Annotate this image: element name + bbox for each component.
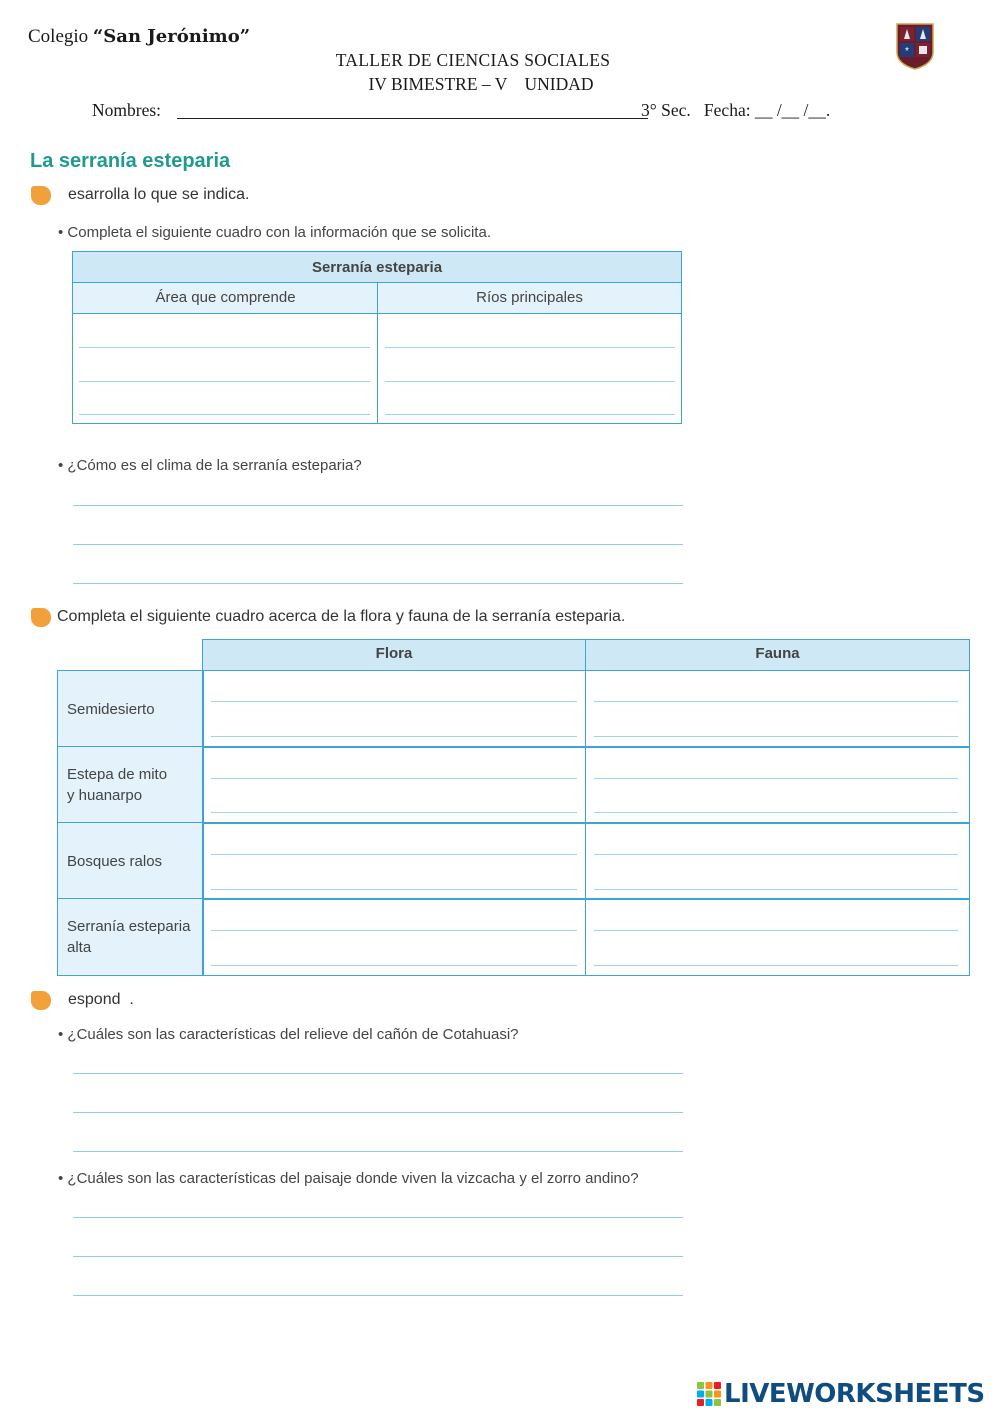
school-name: Colegio “San Jerónimo”	[28, 26, 251, 47]
cotahuasi-answer-line[interactable]	[73, 1112, 683, 1113]
row-label-bosques: Bosques ralos	[57, 822, 204, 900]
name-label: Nombres:	[92, 100, 162, 120]
clima-answer-line[interactable]	[73, 544, 683, 545]
fauna-answer-line[interactable]	[594, 812, 958, 813]
school-crest-icon	[895, 22, 935, 70]
clima-answer-line[interactable]	[73, 583, 683, 584]
serrania-table-title: Serranía esteparia	[73, 252, 681, 283]
activity-2-instruction: Completa el siguiente cuadro acerca de la flora y fauna de la serranía esteparia.	[57, 608, 626, 625]
flora-answer-line[interactable]	[211, 854, 577, 855]
flora-answer-line[interactable]	[211, 965, 577, 966]
flora-answer-line[interactable]	[211, 701, 577, 702]
fauna-answer-line[interactable]	[594, 930, 958, 931]
fauna-answer-line[interactable]	[594, 778, 958, 779]
row-label-semidesierto: Semidesierto	[57, 670, 204, 748]
cotahuasi-answer-line[interactable]	[73, 1073, 683, 1074]
fauna-answer-line[interactable]	[594, 701, 958, 702]
fauna-answer-line[interactable]	[594, 965, 958, 966]
liveworksheets-logo	[697, 1377, 985, 1411]
activity-1-bullet-2: • ¿Cómo es el clima de la serranía esteparia?	[58, 457, 362, 474]
serrania-table	[72, 251, 682, 424]
activity-3-marker-icon	[31, 991, 51, 1010]
clima-answer-line[interactable]	[73, 505, 683, 506]
grade-date-label: 3° Sec. Fecha: __ /__ /__.	[641, 100, 831, 120]
flora-answer-line[interactable]	[211, 736, 577, 737]
activity-1-marker-icon	[31, 186, 51, 205]
activity-3-bullet-1: • ¿Cuáles son las características del relieve del cañón de Cotahuasi?	[58, 1026, 519, 1043]
liveworksheets-logo-text: LIVEWORKSHEETS	[724, 1379, 985, 1409]
fauna-answer-line[interactable]	[594, 736, 958, 737]
rios-answer-line[interactable]	[385, 381, 675, 382]
rios-answer-line[interactable]	[385, 347, 675, 348]
worksheet-title: TALLER DE CIENCIAS SOCIALES	[335, 50, 611, 70]
liveworksheets-grid-icon	[697, 1382, 721, 1406]
activity-2-marker-icon	[31, 608, 51, 627]
paisaje-answer-line[interactable]	[73, 1295, 683, 1296]
col-fauna-header: Fauna	[585, 639, 970, 671]
flora-answer-line[interactable]	[211, 812, 577, 813]
section-title: La serranía esteparia	[30, 150, 231, 172]
flora-answer-line[interactable]	[211, 778, 577, 779]
rios-answer-line[interactable]	[385, 414, 675, 415]
flora-answer-line[interactable]	[211, 930, 577, 931]
activity-1-bullet-1: • Completa el siguiente cuadro con la información que se solicita.	[58, 224, 491, 241]
area-answer-line[interactable]	[79, 414, 370, 415]
row-label-estepa: Estepa de mito y huanarpo	[57, 746, 204, 824]
area-answer-line[interactable]	[79, 381, 370, 382]
name-input-line[interactable]	[177, 118, 648, 119]
col-area-header: Área que comprende	[73, 283, 378, 314]
fauna-answer-line[interactable]	[594, 889, 958, 890]
column-divider	[377, 283, 378, 423]
paisaje-answer-line[interactable]	[73, 1256, 683, 1257]
flora-fauna-table	[57, 639, 970, 976]
col-flora-header: Flora	[202, 639, 586, 671]
area-answer-line[interactable]	[79, 347, 370, 348]
paisaje-answer-line[interactable]	[73, 1217, 683, 1218]
svg-text:*: *	[905, 46, 909, 57]
row-label-serrania-alta: Serranía esteparia alta	[57, 898, 204, 976]
activity-3-bullet-2: • ¿Cuáles son las características del paisaje donde viven la vizcacha y el zorro andino?	[58, 1170, 639, 1187]
activity-1-instruction: esarrolla lo que se indica.	[68, 186, 250, 203]
cotahuasi-answer-line[interactable]	[73, 1151, 683, 1152]
flora-answer-line[interactable]	[211, 889, 577, 890]
fauna-answer-line[interactable]	[594, 854, 958, 855]
worksheet-subtitle: IV BIMESTRE – V UNIDAD	[368, 74, 594, 94]
activity-3-instruction: espond .	[68, 991, 134, 1008]
col-rios-header: Ríos principales	[378, 283, 681, 314]
